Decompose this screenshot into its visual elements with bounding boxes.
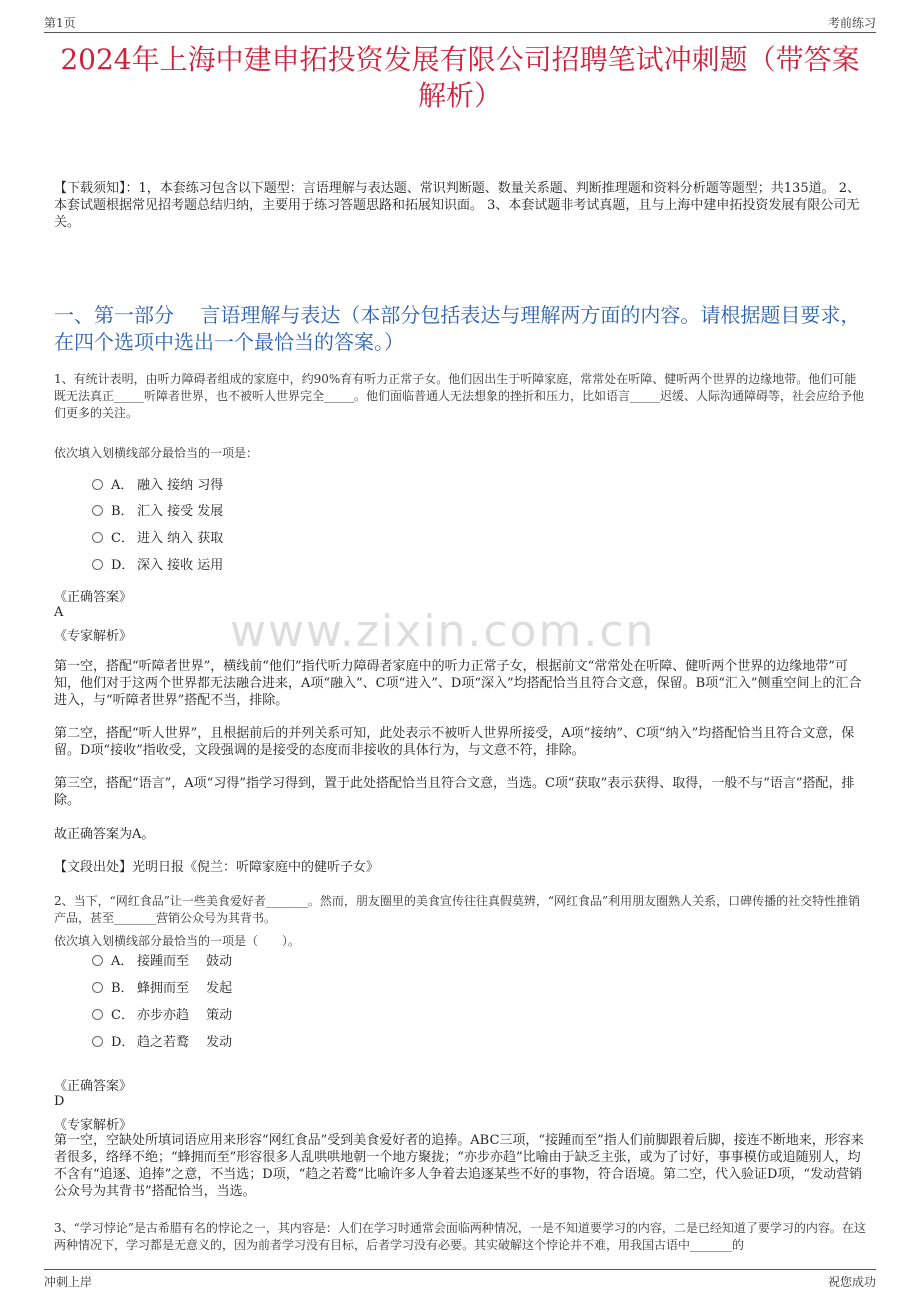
- option-text: 融入 接纳 习得: [137, 478, 224, 493]
- radio-button-icon[interactable]: [92, 532, 103, 543]
- radio-button-icon[interactable]: [92, 505, 103, 516]
- option-text: 亦步亦趋 策动: [137, 1008, 233, 1023]
- option-key: C．: [111, 531, 134, 546]
- question-2-option-a[interactable]: [92, 953, 232, 971]
- question-2-analysis-label: 《专家解析》: [54, 1118, 133, 1133]
- document-title: 2024年上海中建申拓投资发展有限公司招聘笔试冲刺题（带答案解析）: [60, 43, 860, 112]
- option-key: A．: [111, 954, 134, 969]
- question-2-text: 2、当下，“网红食品”让一些美食爱好者_______。然而，朋友圈里的美食宣传往往真假莫辨，“网红食品”利用朋友圈熟人关系，口碑传播的社交特性推销产品，甚至_______营销公众号为其背书。: [54, 894, 861, 925]
- question-1-analysis-para: 第三空，搭配“语言”，A项“习得”指学习得到，置于此处搭配恰当且符合文意，当选。C项“获取”表示获得、取得，一般不与“语言”搭配，排除。: [54, 776, 855, 808]
- question-3-text: 3、“学习悖论”是古希腊有名的悖论之一，其内容是：人们在学习时通常会面临两种情况，一是不知道要学习的内容，二是已经知道了要学习的内容。在这两种情况下，学习都是无意义的，因为前者学习没有目标，后者学习没有必要。其实破解这个悖论并不难，用我国古语中_______的: [54, 1221, 866, 1252]
- option-key: A．: [111, 478, 134, 493]
- download-notice: 【下载须知】：1，本套练习包含以下题型：言语理解与表达题、常识判断题、数量关系题、判断推理题和资料分析题等题型；共135道。 2、本套试题根据常见招考题总结归纳，主要用于练习答题思路和拓展知识面。 3、本套试题非考试真题，且与上海中建申拓投资发展有限公司无关。: [54, 181, 860, 230]
- question-2-option-b[interactable]: [92, 980, 232, 998]
- option-text: 趋之若鹜 发动: [137, 1035, 233, 1050]
- question-1-prompt: 依次填入划横线部分最恰当的一项是：: [54, 446, 259, 460]
- question-1-option-b[interactable]: [92, 503, 223, 521]
- option-text: 进入 纳入 获取: [137, 531, 224, 546]
- radio-button-icon[interactable]: [92, 1009, 103, 1020]
- option-key: B．: [111, 504, 134, 519]
- footer-right: 祝您成功: [827, 1275, 876, 1289]
- question-1-source: 【文段出处】光明日报《倪兰：听障家庭中的健听子女》: [54, 860, 380, 875]
- radio-button-icon[interactable]: [92, 982, 103, 993]
- question-1-option-a[interactable]: [92, 477, 223, 495]
- radio-button-icon[interactable]: [92, 559, 103, 570]
- question-2-prompt: 依次填入划横线部分最恰当的一项是（ ）。: [54, 934, 301, 948]
- option-text: 深入 接收 运用: [137, 558, 224, 573]
- question-1-option-c[interactable]: [92, 530, 223, 548]
- question-2-answer-label: 《正确答案》: [54, 1079, 133, 1094]
- question-1-analysis-para: 第一空，搭配“听障者世界”，横线前“他们”指代听力障碍者家庭中的听力正常子女，根据前文“常常处在听障、健听两个世界的边缘地带”可知，他们对于这两个世界都无法融合进来，A项“融入”、C项“进入”、D项“深入”均搭配恰当且符合文意，保留。B项“汇入”侧重空间上的汇合进入，与“听障者世界”搭配不当，排除。: [54, 659, 862, 708]
- question-1-analysis-para: 第二空，搭配“听人世界”，且根据前后的并列关系可知，此处表示不被听人世界所接受，A项“接纳”、C项“纳入”均搭配恰当且符合文意，保留。D项“接收”指收受，文段强调的是接受的态度而非接收的具体行为，与文意不符，排除。: [54, 726, 855, 758]
- page-footer: [44, 1269, 876, 1292]
- page-header: [44, 12, 876, 33]
- radio-button-icon[interactable]: [92, 955, 103, 966]
- question-1-analysis-label: 《专家解析》: [54, 629, 133, 644]
- question-2-option-c[interactable]: [92, 1007, 232, 1025]
- question-1-conclusion: 故正确答案为A。: [54, 827, 155, 842]
- footer-left: 冲刺上岸: [44, 1275, 93, 1289]
- header-tag: 考前练习: [827, 16, 876, 30]
- option-text: 汇入 接受 发展: [137, 504, 224, 519]
- question-1-option-d[interactable]: [92, 557, 223, 575]
- radio-button-icon[interactable]: [92, 1036, 103, 1047]
- question-1-text: 1、有统计表明，由听力障碍者组成的家庭中，约90%育有听力正常子女。他们因出生于听障家庭，常常处在听障、健听两个世界的边缘地带。他们可能既无法真正_____听障者世界，也不被听人世界完全_____。他们面临普通人无法想象的挫折和压力，比如语言_____迟缓、人际沟通障碍等，社会应给予他们更多的关注。: [54, 372, 865, 420]
- option-key: C．: [111, 1008, 134, 1023]
- question-2-option-d[interactable]: [92, 1034, 232, 1052]
- option-text: 接踵而至 鼓动: [137, 954, 233, 969]
- section-title: 一、第一部分 言语理解与表达（本部分包括表达与理解两方面的内容。请根据题目要求，在四个选项中选出一个最恰当的答案。）: [54, 303, 861, 354]
- option-key: D．: [111, 1035, 135, 1050]
- question-2-answer: D: [54, 1094, 65, 1109]
- option-key: B．: [111, 981, 134, 996]
- option-text: 蜂拥而至 发起: [137, 981, 233, 996]
- question-1-answer-label: 《正确答案》: [54, 590, 133, 605]
- watermark: www.zixin.com.cn: [230, 606, 656, 657]
- radio-button-icon[interactable]: [92, 479, 103, 490]
- question-2-analysis: 第一空，空缺处所填词语应用来形容“网红食品”受到美食爱好者的追捧。ABC三项，“接踵而至”指人们前脚跟着后脚，接连不断地来，形容来者很多，络绎不绝；“蜂拥而至”形容很多人乱哄哄地朝一个地方聚拢；“亦步亦趋”比喻由于缺乏主张，或为了讨好，事事模仿或追随别人，均不含有“追逐、追捧”之意，不当选；D项，“趋之若鹜”比喻许多人争着去追逐某些不好的事物，符合语境。第二空，代入验证D项，“发动营销公众号为其背书”搭配恰当，当选。: [54, 1133, 864, 1199]
- question-1-answer: A: [54, 605, 64, 620]
- option-key: D．: [111, 558, 135, 573]
- page-number: 第1页: [44, 16, 76, 30]
